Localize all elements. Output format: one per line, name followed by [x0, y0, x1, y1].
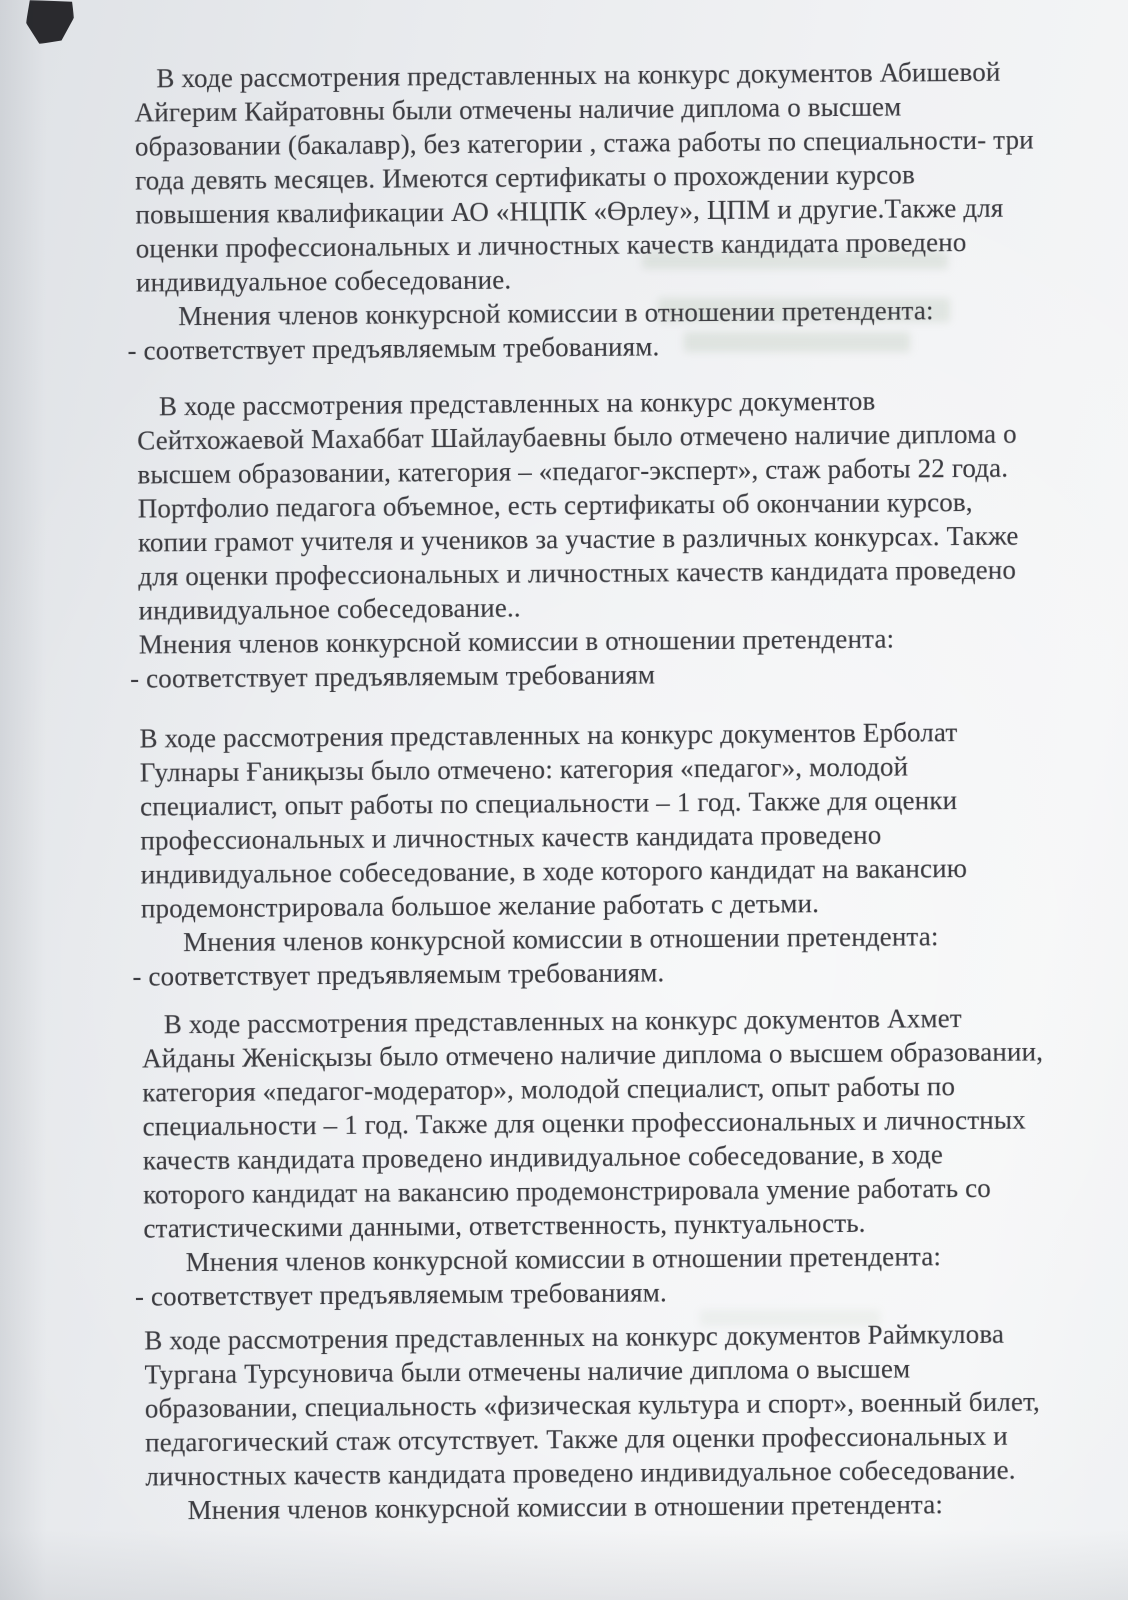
text-line: для оценки профессиональных и личностных качеств кандидата проведено — [138, 554, 1017, 592]
text-line: Айданы Женісқызы было отмечено наличие диплома о высшем образовании, — [141, 1036, 1044, 1074]
text-line: личностных качеств кандидата проведено индивидуальное собеседование. — [145, 1454, 1016, 1492]
candidate-raimkulov-review — [144, 1316, 1040, 1527]
text-line: Гулнары Ғаниқызы было отмечено: категория «педагог», молодой — [139, 751, 909, 788]
scan-corner-artifact — [26, 0, 74, 44]
text-line: В ходе рассмотрения представленных на конкурс документов Раймкулова — [144, 1318, 1005, 1356]
opinion-line: Мнения членов конкурсной комиссии в отношении претендента: — [185, 1241, 942, 1278]
text-line: индивидуальное собеседование.. — [138, 592, 521, 626]
conformity-line: - соответствует предъявляемым требованиям. — [134, 1277, 667, 1312]
text-line: повышения квалификации АО «НЦПК «Өрлеу», ЦПМ и другие.Также для — [135, 192, 1004, 230]
conformity-line: - соответствует предъявляемым требованиям. — [132, 957, 665, 992]
text-line: Тургана Турсуновича были отмечены наличие диплома о высшем — [144, 1353, 911, 1390]
text-line: образовании, специальность «физическая культура и спорт», военный билет, — [144, 1386, 1040, 1424]
text-line: статистическими данными, ответственность, пунктуальность. — [143, 1207, 866, 1244]
opinion-line: Мнения членов конкурсной комиссии в отношении претендента: — [178, 295, 934, 332]
text-line: В ходе рассмотрения представленных на конкурс документов — [158, 385, 876, 422]
text-line: В ходе рассмотрения представленных на конкурс документов Ахмет — [163, 1003, 962, 1040]
candidate-erbolat-review — [132, 715, 1029, 994]
text-line: Айгерим Кайратовны были отмечены наличие диплома о высшем — [134, 91, 902, 128]
text-line: образовании (бакалавр), без категории , стажа работы по специальности- три — [134, 124, 1034, 162]
text-line: копии грамот учителя и учеников за участие в различных конкурсах. Также — [137, 520, 1019, 558]
text-line: Мнения членов конкурсной комиссии в отношении претендента: — [138, 623, 895, 660]
text-line: специальности – 1 год. Также для оценки профессиональных и личностных — [142, 1104, 1026, 1142]
candidate-akhmet-review — [134, 1001, 1044, 1314]
text-line: педагогический стаж отсутствует. Также для оценки профессиональных и — [144, 1420, 1008, 1458]
text-line: Портфолио педагога объемное, есть сертификаты об окончании курсов, — [137, 486, 973, 524]
text-line: категория «педагог-модератор», молодой специалист, опыт работы по — [142, 1071, 956, 1108]
text-line: продемонстрировала большое желание работать с детьми. — [140, 888, 820, 924]
candidate-seitkhozhaeva-review — [129, 383, 1027, 696]
candidate-abisheva-review — [127, 55, 1034, 368]
text-line: высшем образовании, категория – «педагог-эксперт», стаж работы 22 года. — [137, 452, 1009, 490]
text-line: года девять месяцев. Имеются сертификаты о прохождении курсов — [135, 159, 916, 196]
opinion-line: Мнения членов конкурсной комиссии в отношении претендента: — [187, 1489, 944, 1526]
text-line: индивидуальное собеседование, в ходе которого кандидат на вакансию — [140, 852, 968, 890]
text-line: Сейтхожаевой Махаббат Шайлаубаевны было отмечено наличие диплома о — [137, 418, 1017, 456]
conformity-line: - соответствует предъявляемым требованиям. — [127, 331, 660, 366]
text-line: профессиональных и личностных качеств кандидата проведено — [140, 819, 882, 856]
text-line: которого кандидат на вакансию продемонстрировала умение работать со — [143, 1172, 992, 1210]
text-line: индивидуальное собеседование. — [135, 264, 512, 298]
text-line: В ходе рассмотрения представленных на конкурс документов Абишевой — [156, 56, 1001, 94]
document-text — [127, 55, 1044, 1528]
text-line: специалист, опыт работы по специальности – 1 год. Также для оценки — [139, 785, 958, 822]
text-line: В ходе рассмотрения представленных на конкурс документов Ерболат — [139, 717, 958, 754]
text-line: качеств кандидата проведено индивидуальное собеседование, в ходе — [142, 1139, 944, 1176]
text-line: оценки профессиональных и личностных качеств кандидата проведено — [135, 226, 967, 264]
conformity-line: - соответствует предъявляемым требованиям — [129, 659, 656, 694]
opinion-line: Мнения членов конкурсной комиссии в отношении претендента: — [183, 921, 939, 958]
